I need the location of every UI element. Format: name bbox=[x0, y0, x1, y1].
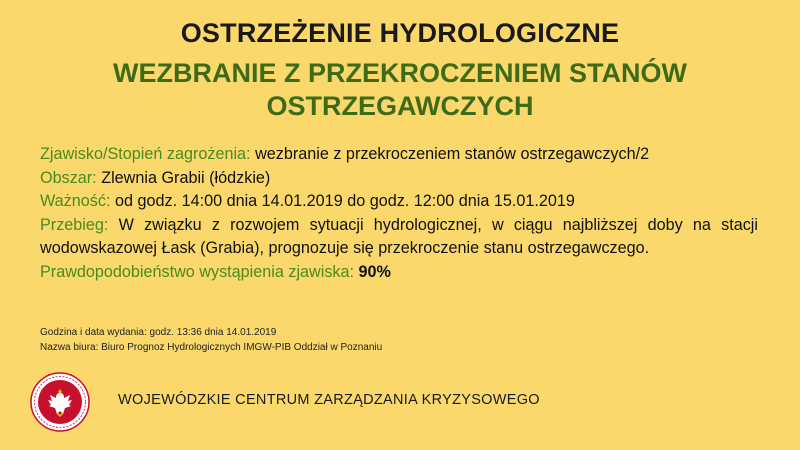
validity-value: od godz. 14:00 dnia 14.01.2019 do godz. 12:00 dnia 15.01.2019 bbox=[114, 192, 575, 211]
area-value: Zlewnia Grabii (łódzkie) bbox=[101, 168, 271, 187]
eagle-emblem-icon bbox=[30, 372, 90, 432]
subtitle-line-1: WEZBRANIE Z PRZEKROCZENIEM STANÓW bbox=[113, 58, 687, 88]
probability-label: Prawdopodobieństwo wystąpienia zjawiska: bbox=[40, 262, 355, 281]
subtitle-line-2: OSTRZEGAWCZYCH bbox=[266, 91, 534, 121]
area-label: Obszar: bbox=[40, 168, 97, 187]
issue-time: Godzina i data wydania: godz. 13:36 dnia 14.01.2019 bbox=[40, 327, 277, 338]
page-title: OSTRZEŻENIE HYDROLOGICZNE bbox=[180, 18, 620, 48]
course-label: Przebieg: bbox=[40, 215, 109, 234]
area-row bbox=[40, 167, 758, 191]
course-value: W związku z rozwojem sytuacji hydrologicznej, w ciągu najbliższej doby na stacji wodowskazowej Łask (Grabia), prognozuje się przekroczenie stanu ostrzegawczego. bbox=[40, 215, 758, 258]
warning-details bbox=[40, 143, 758, 285]
phenomenon-row bbox=[40, 143, 758, 167]
phenomenon-value: wezbranie z przekroczeniem stanów ostrzegawczych/2 bbox=[255, 145, 650, 163]
course-row bbox=[40, 214, 758, 261]
validity-label: Ważność: bbox=[40, 192, 111, 211]
issuing-office: Nazwa biura: Biuro Prognoz Hydrologicznych IMGW-PIB Oddział w Poznaniu bbox=[40, 342, 383, 353]
page-subtitle bbox=[0, 57, 800, 123]
crisis-center-name: WOJEWÓDZKIE CENTRUM ZARZĄDZANIA KRYZYSOWEGO bbox=[118, 392, 540, 408]
probability-value: 90% bbox=[358, 262, 391, 281]
phenomenon-label: Zjawisko/Stopień zagrożenia: bbox=[40, 145, 251, 163]
issue-metadata bbox=[40, 325, 382, 355]
probability-row bbox=[40, 261, 758, 285]
validity-row bbox=[40, 190, 758, 214]
